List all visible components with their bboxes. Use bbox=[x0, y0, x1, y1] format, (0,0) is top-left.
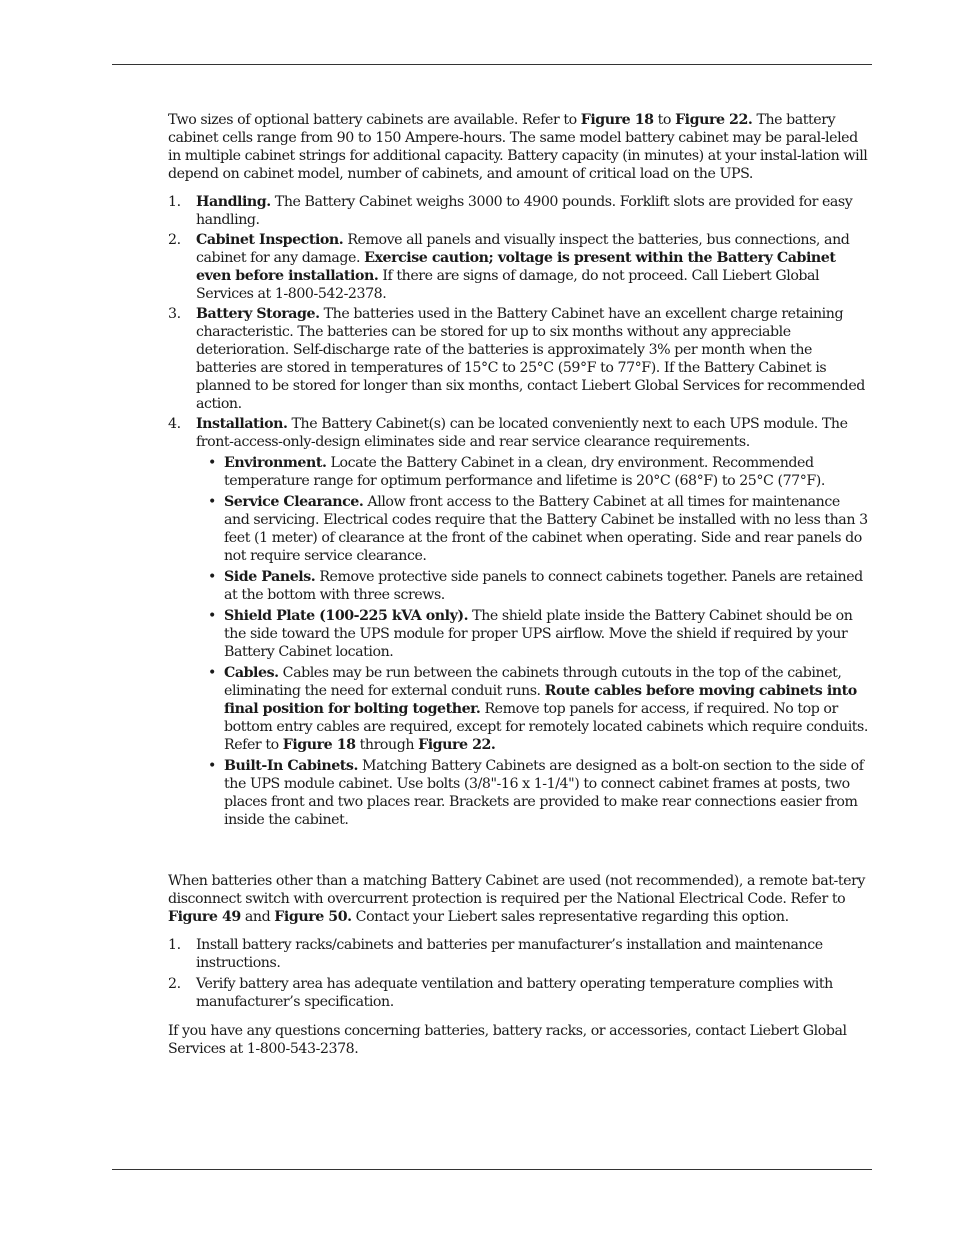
step-title: Battery Storage. bbox=[196, 306, 320, 322]
list-item: 1. Handling. The Battery Cabinet weighs 3000 to 4900 pounds. Forklift slots are provided for easy handling. bbox=[168, 194, 853, 228]
step-title: Installation. bbox=[196, 416, 288, 432]
list-item: 1. Install battery racks/cabinets and batteries per manufacturer’s installation and maintenance instructions. bbox=[168, 937, 823, 971]
list-item: • Service Clearance. Allow front access to the Battery Cabinet at all times for maintenance and servicing. Electrical codes require that the Battery Cabinet be installed with no less than 3 feet (1 meter) of clearance at the front of the cabinet when operating. Side and rear panels do not require service clearance. bbox=[208, 494, 868, 564]
bullet-icon: • bbox=[208, 569, 216, 585]
figure-18-reference: Figure 18 bbox=[580, 112, 654, 128]
step-title: Cabinet Inspection. bbox=[196, 232, 344, 248]
section-gap bbox=[168, 832, 868, 872]
list-item: • Environment. Locate the Battery Cabinet in a clean, dry environment. Recommended temperature range for optimum performance and lifetime is 20°C (68°F) to 25°C (77°F). bbox=[208, 455, 825, 489]
header-rule bbox=[112, 64, 872, 65]
bullet-icon: • bbox=[208, 455, 216, 471]
installation-bullets bbox=[196, 454, 868, 829]
list-item: 2. Verify battery area has adequate ventilation and battery operating temperature complies with manufacturer’s specification. bbox=[168, 976, 833, 1010]
remote-battery-steps bbox=[168, 936, 868, 1011]
figure-50-reference: Figure 50. bbox=[274, 909, 352, 925]
list-item: 4. Installation. The Battery Cabinet(s) can be located conveniently next to each UPS module. The front-access-only-design eliminates side and rear service clearance requirements. • Environment. Locate the Battery Cabinet in a clean, dry environment. Recommended temperature range for optimum performance and lifetime is 20°C (68°F) to 25°C (77°F). • Service Clearance. Allow front access to the Battery Cabinet at all times for maintenance and servicing. Electrical codes require that the Battery Cabinet be installed with no less than 3 feet (1 meter) of clearance at the front of the cabinet when operating. Side and rear panels do not require service clearance. • Side Panels. Remove protective side panels to connect cabinets together. Panels are retained at the bottom with three screws. • Shield Plate (100-225 kVA only). The shield plate inside the Battery Cabinet should be on the side toward the UPS module for proper UPS airflow. Move the shield if required by your Battery Cabinet location. • Cables. Cables may be run between the cabinets through cutouts in the top of the cabinet, eliminating the need for external conduit runs. Route cables before moving cabinets into final position for bolting together. Remove top panels for access, if required. No top or bottom entry cables are required, except for remotely located cabinets which require conduits. Refer to Figure 18 through Figure 22. • Built-In Cabinets. Matching Battery Cabinets are designed as a bolt-on section to the side of the UPS module cabinet. Use bolts (3/8"-16 x 1-1/4") to connect cabinet frames at posts, two places front and two places rear. Brackets are provided to make rear connections easier from inside the cabinet. bbox=[168, 416, 868, 828]
list-item: 3. Battery Storage. The batteries used in the Battery Cabinet have an excellent charge retaining characteristic. The batteries can be stored for up to six months without any appreciable deterioration. Self-discharge rate of the batteries is approximately 3% per month when the batteries are stored in temperatures of 15°C to 25°C (59°F to 77°F). If the Battery Cabinet is planned to be stored for longer than six months, contact Liebert Global Services for recommended action. bbox=[168, 306, 865, 412]
figure-22-reference: Figure 22. bbox=[675, 112, 753, 128]
list-item: 2. Cabinet Inspection. Remove all panels and visually inspect the batteries, bus connections, and cabinet for any damage. Exercise caution; voltage is present within the Battery Cabinet even before installation. If there are signs of damage, do not proceed. Call Liebert Global Services at 1-800-542-2378. bbox=[168, 232, 850, 302]
bullet-icon: • bbox=[208, 608, 216, 624]
bullet-icon: • bbox=[208, 494, 216, 510]
list-item: • Side Panels. Remove protective side panels to connect cabinets together. Panels are retained at the bottom with three screws. bbox=[208, 569, 863, 603]
remote-battery-paragraph: When batteries other than a matching Battery Cabinet are used (not recommended), a remote bat-tery disconnect switch with overcurrent protection is required per the National Electrical Code. Refer to Figure 49 and Figure 50. Contact your Liebert sales representative regarding this option. bbox=[168, 873, 865, 925]
list-item: • Cables. Cables may be run between the cabinets through cutouts in the top of the cabinet, eliminating the need for external conduit runs. Route cables before moving cabinets into final position for bolting together. Remove top panels for access, if required. No top or bottom entry cables are required, except for remotely located cabinets which require conduits. Refer to Figure 18 through Figure 22. bbox=[208, 665, 868, 753]
list-item: • Built-In Cabinets. Matching Battery Cabinets are designed as a bolt-on section to the side of the UPS module cabinet. Use bolts (3/8"-16 x 1-1/4") to connect cabinet frames at posts, two places front and two places rear. Brackets are provided to make rear connections easier from inside the cabinet. bbox=[208, 758, 864, 828]
page-body bbox=[168, 111, 868, 1058]
figure-49-reference: Figure 49 bbox=[168, 909, 241, 925]
bullet-icon: • bbox=[208, 758, 216, 774]
intro-paragraph: Two sizes of optional battery cabinets are available. Refer to Figure 18 to Figure 22. The battery cabinet cells range from 90 to 150 Ampere-hours. The same model battery cabinet may be paral-leled in multiple cabinet strings for additional capacity. Battery capacity (in minutes) at your instal-lation will depend on cabinet model, number of cabinets, and amount of critical load on the UPS. bbox=[168, 112, 868, 182]
caution-warning: Exercise caution; voltage is present within the Battery Cabinet even before installation. bbox=[196, 250, 836, 284]
footer-rule bbox=[112, 1169, 872, 1170]
list-item: • Shield Plate (100-225 kVA only). The shield plate inside the Battery Cabinet should be on the side toward the UPS module for proper UPS airflow. Move the shield if required by your Battery Cabinet location. bbox=[208, 608, 853, 660]
closing-paragraph: If you have any questions concerning batteries, battery racks, or accessories, contact Liebert Global Services at 1-800-543-2378. bbox=[168, 1023, 847, 1057]
step-title: Handling. bbox=[196, 194, 271, 210]
bullet-icon: • bbox=[208, 665, 216, 681]
battery-cabinet-steps bbox=[168, 193, 868, 829]
